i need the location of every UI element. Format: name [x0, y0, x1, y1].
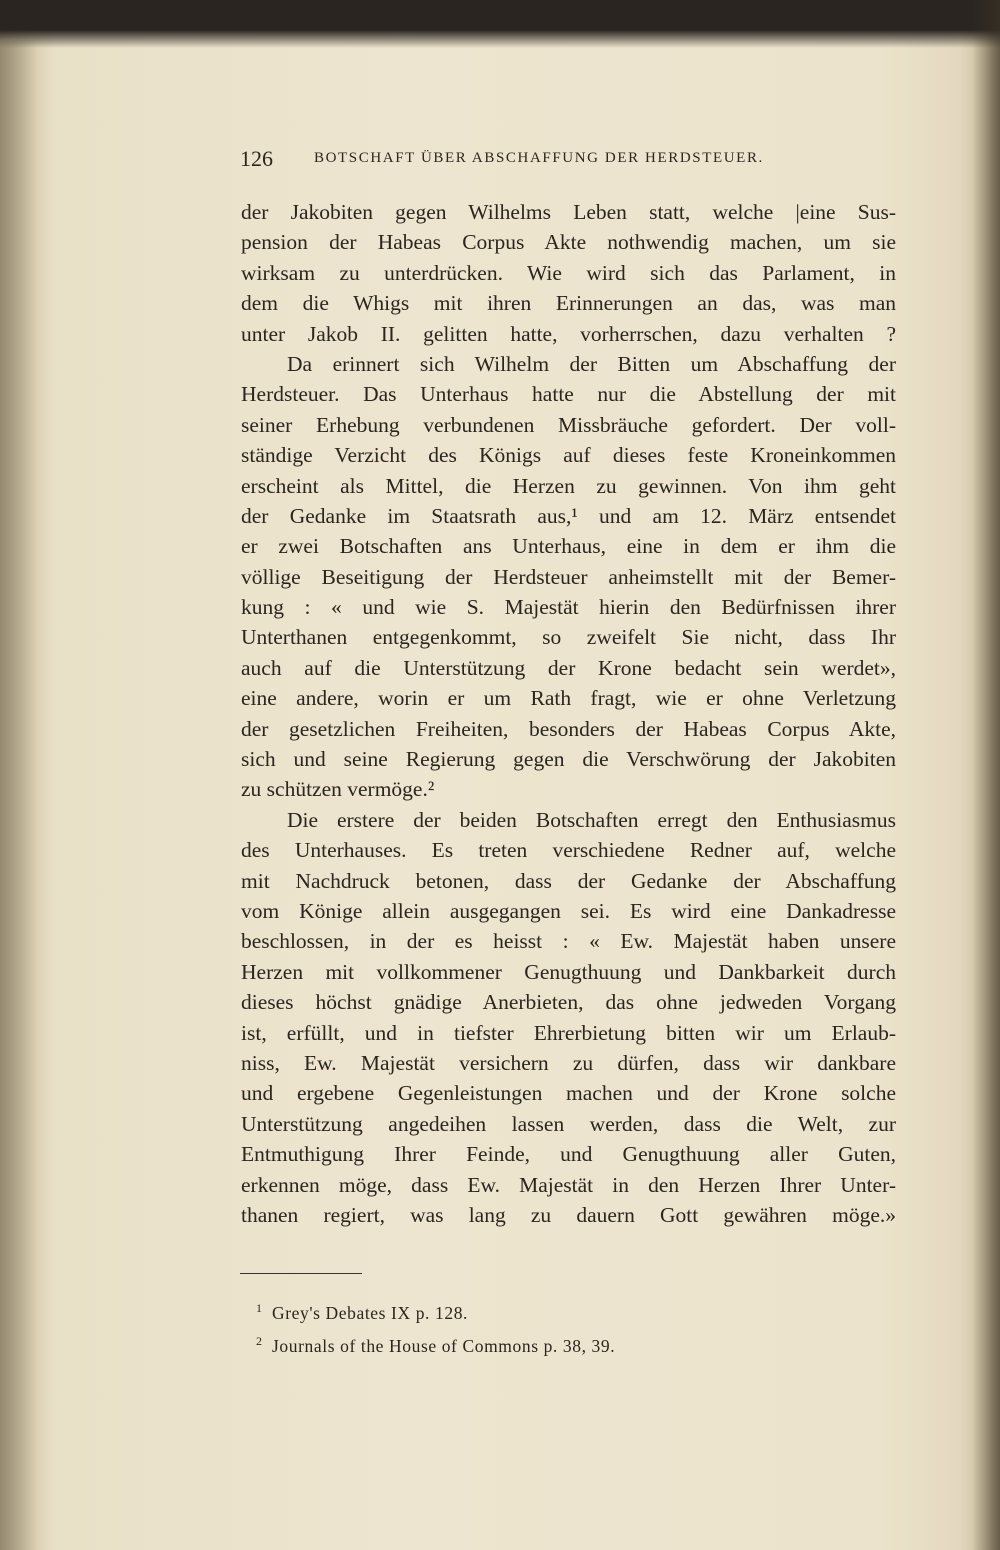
text-line: Entmuthigung Ihrer Feinde, und Genugthuung aller Guten, — [241, 1142, 896, 1167]
text-line: Unterthanen entgegenkommt, so zweifelt Sie nicht, dass Ihr — [241, 625, 896, 650]
footnote — [256, 1330, 616, 1363]
text-line: dem die Whigs mit ihren Erinnerungen an das, was man — [241, 291, 896, 316]
text-line: des Unterhauses. Es treten verschiedene Redner auf, welche — [241, 838, 896, 863]
text-line: Die erstere der beiden Botschaften erregt den Enthusiasmus — [287, 807, 896, 832]
text-line: Herzen mit vollkommener Genugthuung und Dankbarkeit durch — [241, 959, 896, 984]
text-line: erkennen möge, dass Ew. Majestät in den Herzen Ihrer Unter- — [241, 1172, 896, 1197]
text-line: vom Könige allein ausgegangen sei. Es wird eine Dankadresse — [241, 898, 896, 923]
text-line: thanen regiert, was lang zu dauern Gott gewähren möge.» — [241, 1202, 896, 1227]
text-line: und ergebene Gegenleistungen machen und der Krone solche — [241, 1081, 896, 1106]
text-line: eine andere, worin er um Rath fragt, wie er ohne Verletzung — [241, 686, 896, 711]
footnote-text: Journals of the House of Commons p. 38, 39. — [272, 1336, 616, 1356]
page-number: 126 — [240, 146, 273, 171]
text-line: zu schützen vermöge.² — [241, 777, 435, 802]
page-edge-shadow — [972, 0, 1000, 1550]
text-line: er zwei Botschaften ans Unterhaus, eine in dem er ihm die — [241, 534, 896, 559]
text-line: auch auf die Unterstützung der Krone bedacht sein werdet», — [241, 655, 896, 680]
body-text — [241, 197, 896, 1230]
footnote-text: Grey's Debates IX p. 128. — [272, 1303, 469, 1323]
text-line: kung : « und wie S. Majestät hierin den Bedürfnissen ihrer — [241, 595, 896, 620]
text-line: Unterstützung angedeihen lassen werden, dass die Welt, zur — [241, 1111, 896, 1136]
text-line: Da erinnert sich Wilhelm der Bitten um Abschaffung der — [287, 351, 896, 376]
text-line: niss, Ew. Majestät versichern zu dürfen, dass wir dankbare — [241, 1050, 896, 1075]
text-line: dieses höchst gnädige Anerbieten, das ohne jedweden Vorgang — [241, 990, 896, 1015]
running-title: BOTSCHAFT ÜBER ABSCHAFFUNG DER HERDSTEUER. — [314, 150, 764, 166]
text-line: der Gedanke im Staatsrath aus,¹ und am 12. März entsendet — [241, 503, 896, 528]
text-line: ständige Verzicht des Königs auf dieses feste Kroneinkommen — [241, 443, 896, 468]
text-line: der gesetzlichen Freiheiten, besonders der Habeas Corpus Akte, — [241, 716, 896, 741]
text-line: wirksam zu unterdrücken. Wie wird sich das Parlament, in — [241, 260, 896, 285]
text-line: erscheint als Mittel, die Herzen zu gewinnen. Von ihm geht — [241, 473, 896, 498]
page-header — [240, 146, 890, 176]
text-line: seiner Erhebung verbundenen Missbräuche gefordert. Der voll- — [241, 412, 896, 437]
page-gutter-shadow — [0, 40, 38, 1550]
text-line: der Jakobiten gegen Wilhelms Leben statt, welche |eine Sus- — [241, 200, 896, 224]
text-line: beschlossen, in der es heisst : « Ew. Majestät haben unsere — [241, 929, 896, 954]
text-line: mit Nachdruck betonen, dass der Gedanke der Abschaffung — [241, 868, 896, 893]
footnotes — [256, 1297, 616, 1363]
footnote-marker: 1 — [256, 1301, 263, 1315]
footnote-rule — [240, 1273, 362, 1274]
text-line: sich und seine Regierung gegen die Verschwörung der Jakobiten — [241, 747, 896, 772]
page-top-shadow — [0, 0, 1000, 48]
text-line: Herdsteuer. Das Unterhaus hatte nur die Abstellung der mit — [241, 382, 896, 407]
footnote-marker: 2 — [256, 1334, 263, 1348]
text-line: ist, erfüllt, und in tiefster Ehrerbietung bitten wir um Erlaub- — [241, 1020, 896, 1045]
footnote — [256, 1297, 615, 1330]
text-line: unter Jakob II. gelitten hatte, vorherrschen, dazu verhalten ? — [241, 321, 896, 346]
text-line: völlige Beseitigung der Herdsteuer anheimstellt mit der Bemer- — [241, 564, 896, 589]
text-line: pension der Habeas Corpus Akte nothwendig machen, um sie — [241, 230, 896, 255]
